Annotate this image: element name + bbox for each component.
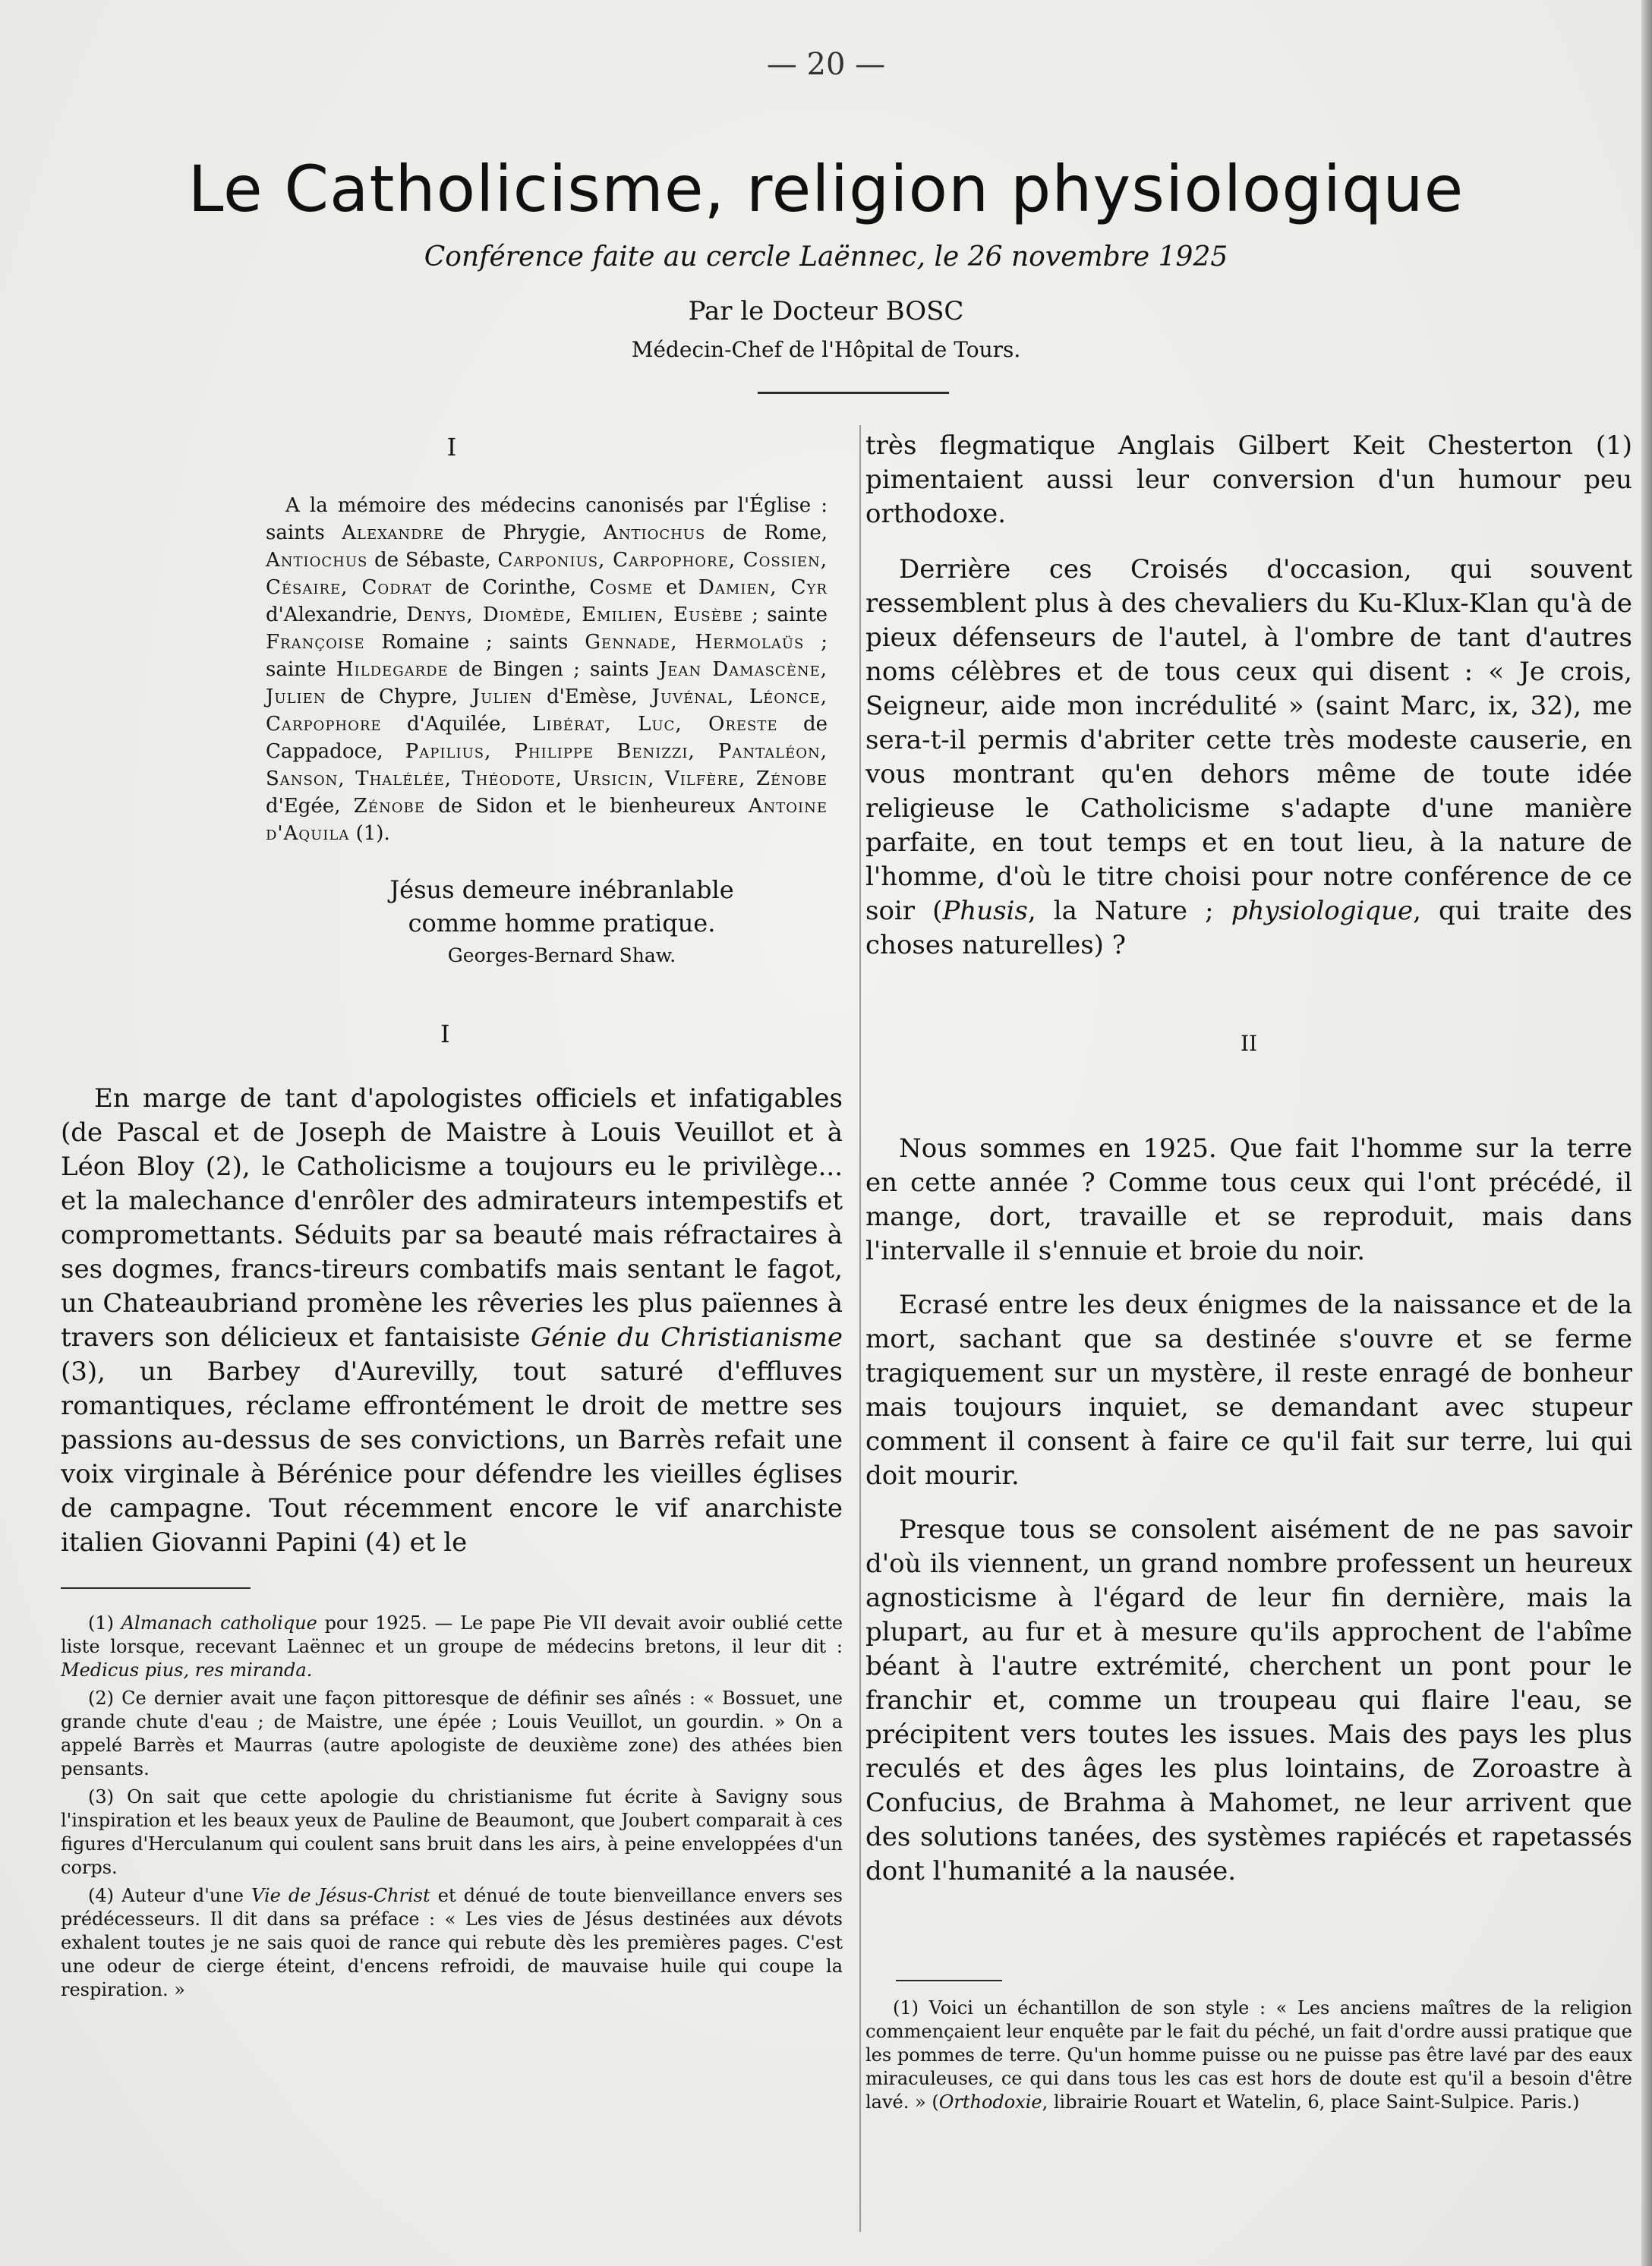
epigraph-line-2: comme homme pratique.	[408, 909, 716, 938]
right-paragraph-2: Derrière ces Croisés d'occasion, qui souvent ressemblent plus à des chevaliers du Ku-Klux-Klan qu'à de pieux défenseurs de l'autel, à l'ombre de tant d'autres noms célèbres et de tous ceux qui disent : « Je crois, Seigneur, aide mon incrédulité » (saint Marc, ix, 32), me sera-t-il permis d'abriter cette très modeste causerie, en vous montrant qu'en dehors même de toute idée religieuse le Catholicisme s'adapte d'une manière parfaite, en tout temps et en tout lieu, à la nature de l'homme, d'où le titre choisi pour notre conférence de ce soir (Phusis, la Nature ; physiologique, qui traite des choses naturelles) ?	[865, 554, 1632, 960]
footnote-rule-left	[61, 1587, 251, 1589]
left-column	[61, 433, 843, 2006]
article-subtitle: Conférence faite au cercle Laënnec, le 26 novembre 1925	[424, 241, 1228, 273]
epigraph-author: Georges-Bernard Shaw.	[447, 944, 676, 966]
section-heading-dedication: I	[446, 433, 457, 462]
epigraph-line-1: Jésus demeure inébranlable	[389, 875, 734, 904]
right-column	[865, 429, 1632, 2119]
body-paragraph-left: En marge de tant d'apologistes officiels et infatigables (de Pascal et de Joseph de Maistre à Louis Veuillot et à Léon Bloy (2), le Catholicisme a toujours eu le privilège... et la malechance d'enrôler des admirateurs intempestifs et compromettants. Séduits par sa beauté mais réfractaires à ses dogmes, francs-tireurs combatifs mais sentant le fagot, un Chateaubriand promène les rêveries les plus païennes à travers son délicieux et fantaisiste Génie du Christianisme (3), un Barbey d'Aurevilly, tout saturé d'effluves romantiques, réclame effrontément le droit de mettre ses passions au-dessus de ses convictions, un Barrès refait une voix virginale à Bérénice pour défendre les vieilles églises de campagne. Tout récemment encore le vif anarchiste italien Giovanni Papini (4) et le	[61, 1083, 843, 1558]
footnote-right-1: (1) Voici un échantillon de son style : « Les anciens maîtres de la religion commençaient leur enquête par le fait du péché, un fait d'ordre aussi pratique que les pommes de terre. Qu'un homme puisse ou ne puisse pas être lavé par des eaux miraculeuses, ce qui dans tous les cas est hors de doute est qu'il a besoin d'être lavé. » (Orthodoxie, librairie Rouart et Watelin, 6, place Saint-Sulpice. Paris.)	[865, 1997, 1632, 2113]
dedication-text: A la mémoire des médecins canonisés par l'Église : saints Alexandre de Phrygie, Antiochus de Rome, Antiochus de Sébaste, Carponius, Carpophore, Cossien, Césaire, Codrat de Corinthe, Cosme et Damien, Cyr d'Alexandrie, Denys, Diomède, Emilien, Eusèbe ; sainte Françoise Romaine ; saints Gennade, Hermolaüs ; sainte Hildegarde de Bingen ; saints Jean Damascène, Julien de Chypre, Julien d'Emèse, Juvénal, Léonce, Carpophore d'Aquilée, Libérat, Luc, Oreste de Cappadoce, Papilius, Philippe Benizzi, Pantaléon, Sanson, Thalélée, Théodote, Ursicin, Vilfère, Zénobe d'Egée, Zénobe de Sidon et le bienheureux Antoine d'Aquila (1).	[266, 494, 828, 845]
author-affiliation: Médecin-Chef de l'Hôpital de Tours.	[631, 337, 1021, 362]
right-paragraph-3: Nous sommes en 1925. Que fait l'homme sur la terre en cette année ? Comme tous ceux qui l'ont précédé, il mange, dort, travaille et se reproduit, mais dans l'intervalle il s'ennuie et broie du noir.	[865, 1133, 1632, 1266]
title-rule	[758, 392, 949, 394]
section-heading-2: II	[1240, 1031, 1258, 1056]
footnote-4: (4) Auteur d'une Vie de Jésus-Christ et dénué de toute bienveillance envers ses prédécesseurs. Il dit dans sa préface : « Les vies de Jésus destinées aux dévots exhalent toutes je ne sais quoi de rance qui rebute dès les premières pages. C'est une odeur de cierge éteint, d'encens refroidi, de mauvaise huile qui coupe la respiration. »	[61, 1885, 843, 2000]
page-number: — 20 —	[766, 47, 886, 82]
footnote-1: (1) Almanach catholique pour 1925. — Le pape Pie VII devait avoir oublié cette liste lorsque, recevant Laënnec et un groupe de médecins bretons, il leur dit : Medicus pius, res miranda.	[61, 1612, 843, 1681]
footnote-3: (3) On sait que cette apologie du christianisme fut écrite à Savigny sous l'inspiration et les beaux yeux de Pauline de Beaumont, que Joubert comparait à ces figures d'Herculanum qui coulent sans bruit dans les airs, à peine enveloppées d'un corps.	[61, 1786, 843, 1878]
epigraph	[61, 873, 843, 966]
article-author: Par le Docteur BOSC	[688, 296, 964, 326]
right-paragraph-5: Presque tous se consolent aisément de ne pas savoir d'où ils viennent, un grand nombre professent un heureux agnosticisme à l'égard de leur fin dernière, mais la plupart, au fur et à mesure qu'ils approchent de l'abîme béant à l'autre extrémité, cherchent un pont pour le franchir et, comme un troupeau qui flaire l'eau, se précipitent vers toutes les issues. Mais des pays les plus reculés et des âges les plus lointains, de Zoroastre à Confucius, de Brahma à Mahomet, ne leur arrivent que des solutions tanées, des systèmes rapiécés et rapetassés dont l'humanité a la nausée.	[865, 1514, 1632, 1886]
article-title: Le Catholicisme, religion physiologique	[188, 152, 1464, 226]
column-divider	[859, 425, 861, 2232]
footnote-2: (2) Ce dernier avait une façon pittoresque de définir ses aînés : « Bossuet, une grande chute d'eau ; de Maistre, une épée ; Louis Veuillot, un gourdin. » On a appelé Barrès et Maurras (autre apologiste de deuxième zone) des athées bien pensants.	[61, 1688, 843, 1779]
footnote-rule-right	[896, 1980, 1002, 1981]
footnotes-right	[865, 1997, 1632, 2114]
right-paragraph-1: très flegmatique Anglais Gilbert Keit Chesterton (1) pimentaient aussi leur conversion d'un humour peu orthodoxe.	[865, 430, 1632, 529]
section-heading-1: I	[440, 1020, 450, 1048]
footnotes-left	[61, 1612, 843, 2002]
right-paragraph-4: Ecrasé entre les deux énigmes de la naissance et de la mort, sachant que sa destinée s'ouvre et se ferme tragiquement sur un mystère, il reste enragé de bonheur mais toujours inquiet, se demandant avec stupeur comment il consent à faire ce qu'il fait sur terre, lui qui doit mourir.	[865, 1290, 1632, 1491]
